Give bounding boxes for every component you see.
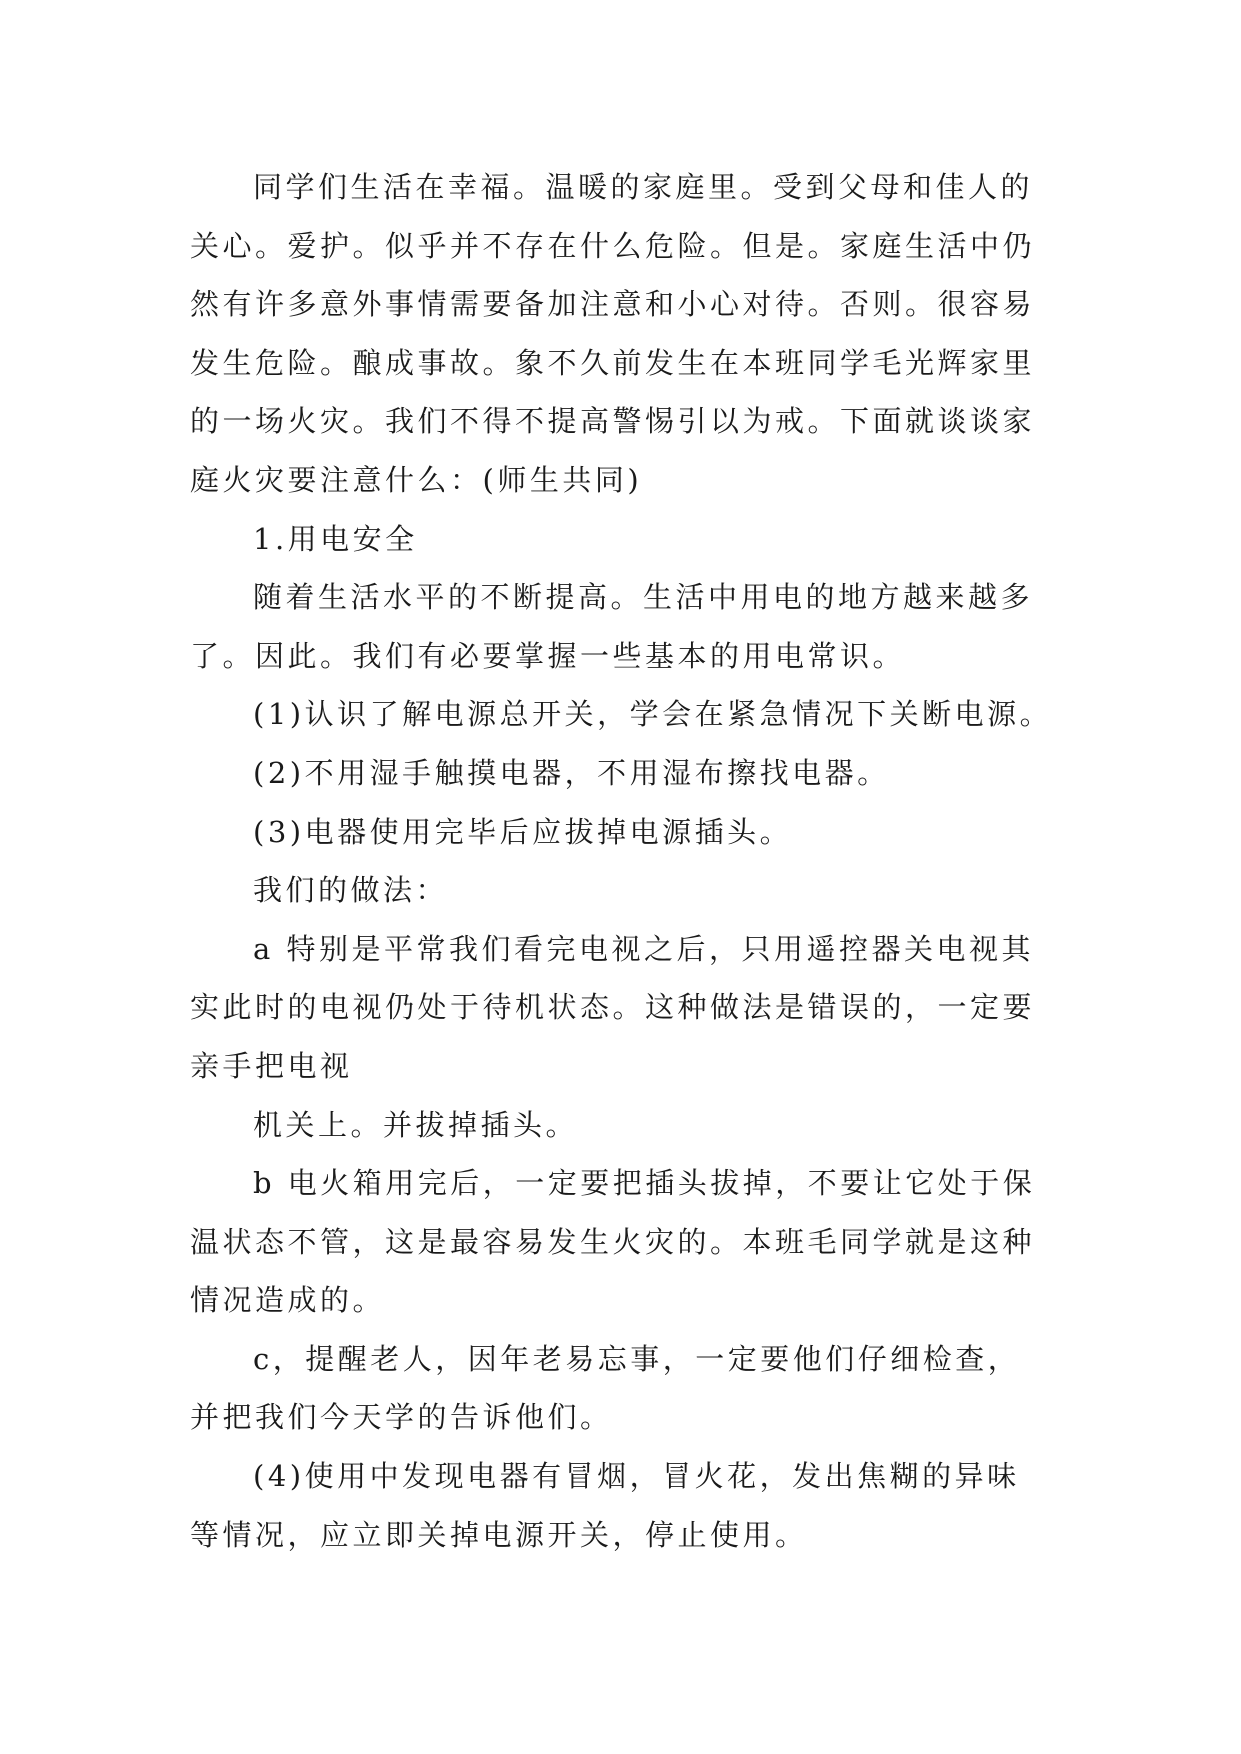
list-item: (2)不用湿手触摸电器，不用湿布擦找电器。 — [253, 755, 890, 790]
text-line: 同学们生活在幸福。温暖的家庭里。受到父母和佳人的 — [253, 170, 1034, 204]
text-line: 我们的做法： — [253, 873, 449, 908]
text-line: 机关上。并拔掉插头。 — [253, 1107, 579, 1142]
text-line: 的一场火灾。我们不得不提高警惕引以为戒。下面就谈谈家 — [190, 404, 1036, 439]
document-body — [190, 158, 1060, 1564]
text-line: 随着生活水平的不断提高。生活中用电的地方越来越多 — [253, 580, 1034, 615]
text-line: 温状态不管，这是最容易发生火灾的。本班毛同学就是这种 — [190, 1224, 1036, 1259]
list-item: (1)认识了解电源总开关，学会在紧急情况下关断电源。 — [253, 697, 1053, 732]
text-line: 发生危险。酿成事故。象不久前发生在本班同学毛光辉家里 — [190, 345, 1036, 380]
text-line: 并把我们今天学的告诉他们。 — [190, 1400, 613, 1435]
text-line: 实此时的电视仍处于待机状态。这种做法是错误的，一定要 — [190, 990, 1036, 1025]
text-line: 庭火灾要注意什么：(师生共同) — [190, 462, 643, 497]
text-line: 了。因此。我们有必要掌握一些基本的用电常识。 — [190, 638, 906, 673]
list-item: (4)使用中发现电器有冒烟，冒火花，发出焦糊的异味 — [253, 1459, 1020, 1494]
text-line: 亲手把电视 — [190, 1048, 353, 1083]
text-line: 然有许多意外事情需要备加注意和小心对待。否则。很容易 — [190, 287, 1036, 322]
text-line: 情况造成的。 — [190, 1283, 386, 1318]
list-item: c，提醒老人，因年老易忘事，一定要他们仔细检查， — [253, 1341, 1021, 1376]
list-item: a 特别是平常我们看完电视之后，只用遥控器关电视其 — [253, 931, 1035, 966]
list-item: b 电火箱用完后，一定要把插头拔掉，不要让它处于保 — [253, 1166, 1036, 1201]
section-heading: 1.用电安全 — [253, 521, 418, 556]
text-line: 关心。爱护。似乎并不存在什么危险。但是。家庭生活中仍 — [190, 228, 1036, 263]
list-item: (3)电器使用完毕后应拔掉电源插头。 — [253, 814, 793, 849]
text-line: 等情况，应立即关掉电源开关，停止使用。 — [190, 1517, 808, 1552]
